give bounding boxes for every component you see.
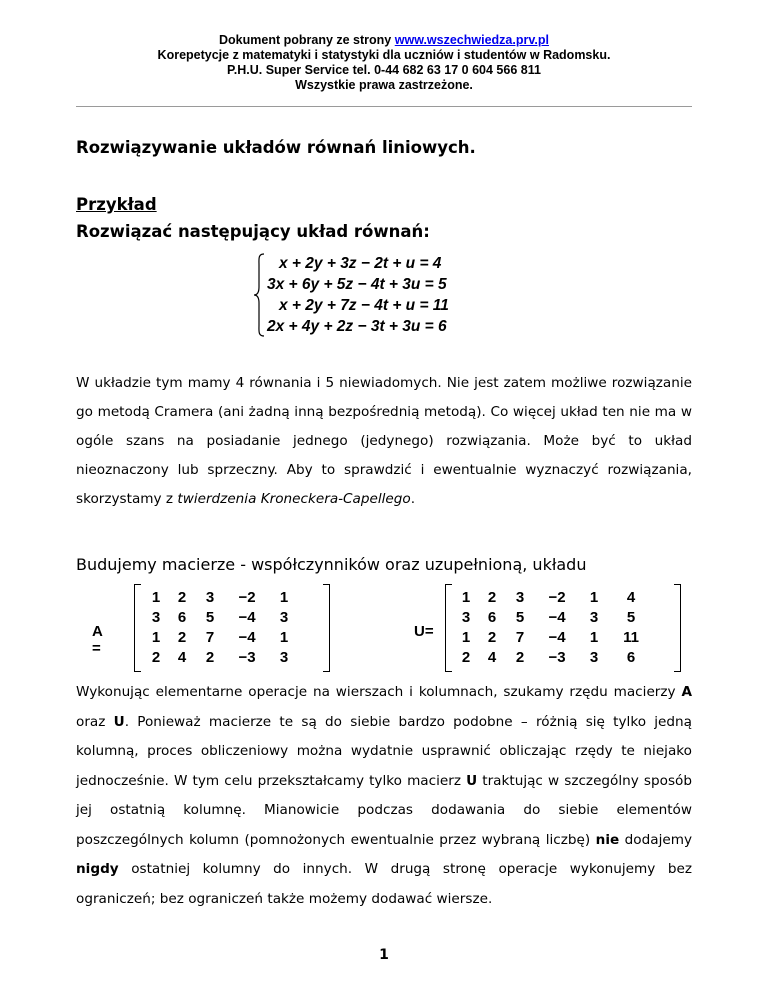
matrix-cell: 3 [461,609,471,626]
page-number: 1 [379,947,389,963]
matrix-row [454,628,654,648]
matrix-cell: 7 [205,629,215,646]
matrix-cell: 7 [515,629,525,646]
matrix-cell: 2 [487,629,497,646]
matrix-u-ref: U [466,772,478,789]
matrix-row [454,648,654,668]
emphasis-nigdy: nigdy [76,861,119,877]
matrix-cell: 1 [461,589,471,606]
equation-row: x + 2y + 7z − 4t + u = 11 [279,297,449,314]
matrix-cell: −4 [548,629,566,646]
matrix-row [144,588,298,608]
document-title: Rozwiązywanie układów równań liniowych. [76,138,476,157]
matrix-cell: 2 [151,649,161,666]
build-matrices-text: Budujemy macierze - współczynników oraz uzupełnioną, układu [76,555,587,574]
matrix-cell: 3 [279,649,289,666]
header-line-3: P.H.U. Super Service tel. 0-44 682 63 17 0 604 566 811 [227,63,541,77]
matrix-cell: 2 [177,629,187,646]
matrix-cell: 3 [515,589,525,606]
intro-end: . [410,491,416,507]
matrix-cell: 2 [515,649,525,666]
matrix-cell: 6 [487,609,497,626]
matrix-cell: 3 [151,609,161,626]
right-bracket [674,584,681,672]
text-run: traktując w szczególny sposób jej ostatnią kolumnę. Mianowicie podczas dodawania do siebie elementów poszczególnych kolumn (pomnożonych ewentualnie przez wybraną liczbę) [76,772,692,848]
intro-text: W układzie tym mamy 4 równania i 5 niewiadomych. Nie jest zatem możliwe rozwiązanie go metodą Cramera (ani żadną inną bezpośrednią metodą). Co więcej układ ten nie ma w ogóle szans na posiadanie jednego (jedynego) rozwiązania. Może być to układ nieoznaczony lub sprzeczny. Aby to sprawdzić i ewentualnie wyznaczyć rozwiązania, skorzystamy z [76,375,692,507]
matrix-u-ref: U [113,713,125,730]
matrix-cell: 4 [626,589,636,606]
matrix-cell: 1 [461,629,471,646]
matrix-a-ref: A [681,684,692,700]
method-paragraph [76,678,692,914]
example-heading: Przykład [76,195,157,214]
text-run: dodajemy [619,831,693,848]
website-link[interactable]: www.wszechwiedza.prv.pl [394,33,549,47]
intro-paragraph [76,369,692,514]
matrix-u-table [454,588,654,668]
header-source-text: Dokument pobrany ze strony [219,33,395,47]
matrix-cell: 5 [626,609,636,626]
matrix-cell: 2 [487,589,497,606]
matrix-cell: 4 [487,649,497,666]
matrix-row [144,628,298,648]
emphasis-nie: nie [595,831,620,848]
matrix-u [445,584,681,670]
matrix-cell: 4 [177,649,187,666]
matrix-cell: 2 [205,649,215,666]
matrix-cell: 1 [279,629,289,646]
matrix-cell: −2 [238,589,256,606]
matrix-row [144,608,298,628]
matrix-cell: 3 [205,589,215,606]
header-line-4: Wszystkie prawa zastrzeżone. [295,78,473,92]
equation-row: 3x + 6y + 5z − 4t + 3u = 5 [267,276,447,293]
matrix-cell: 3 [589,609,599,626]
matrix-cell: 1 [151,629,161,646]
matrix-cell: 11 [623,629,639,646]
document-header [0,33,768,93]
equation-list [267,253,449,337]
matrix-cell: 5 [515,609,525,626]
matrix-cell: −2 [548,589,566,606]
matrix-cell: 2 [177,589,187,606]
matrix-cell: 6 [177,609,187,626]
matrix-cell: 1 [279,589,289,606]
equation-row: 2x + 4y + 2z − 3t + 3u = 6 [267,318,447,335]
matrix-cell: −4 [548,609,566,626]
matrix-cell: 5 [205,609,215,626]
matrix-a-label: A = [92,623,103,657]
matrix-row [454,588,654,608]
task-heading: Rozwiązać następujący układ równań: [76,222,430,241]
matrix-cell: −4 [238,609,256,626]
matrix-a [134,584,330,670]
matrix-a-table [144,588,298,668]
header-line-1 [0,33,768,48]
text-run: ostatniej kolumny do innych. W drugą stronę operacje wykonujemy bez ograniczeń; bez ograniczeń także możemy dodawać wiersze. [76,861,692,907]
matrix-row [144,648,298,668]
matrix-cell: 3 [279,609,289,626]
text-run: oraz [76,713,114,730]
equation-system [253,253,523,339]
matrix-cell: 2 [461,649,471,666]
theorem-name: twierdzenia Kroneckera-Capellego [177,491,411,507]
matrix-cell: −3 [548,649,566,666]
matrix-cell: 1 [589,589,599,606]
matrix-u-label: U= [414,623,434,640]
text-run: Wykonując elementarne operacje na wierszach i kolumnach, szukamy rzędu macierzy [76,684,682,700]
matrix-cell: 3 [589,649,599,666]
matrix-row [454,608,654,628]
matrix-cell: 1 [589,629,599,646]
matrix-cell: −4 [238,629,256,646]
left-bracket [445,584,452,672]
matrix-cell: 6 [626,649,636,666]
left-bracket [134,584,141,672]
header-line-2: Korepetycje z matematyki i statystyki dla uczniów i studentów w Radomsku. [157,48,611,62]
header-divider [76,106,692,107]
right-bracket [323,584,330,672]
left-brace-icon [253,253,265,337]
equation-row: x + 2y + 3z − 2t + u = 4 [279,255,442,272]
text-run: . Ponieważ macierze te są do siebie bardzo podobne – różnią się tylko jedną kolumną, proces obliczeniowy można wydatnie usprawnić obliczając rzędy te niejako jednocześnie. W tym celu przekształcamy tylko macierz [76,713,692,789]
matrix-cell: −3 [238,649,256,666]
matrix-cell: 1 [151,589,161,606]
